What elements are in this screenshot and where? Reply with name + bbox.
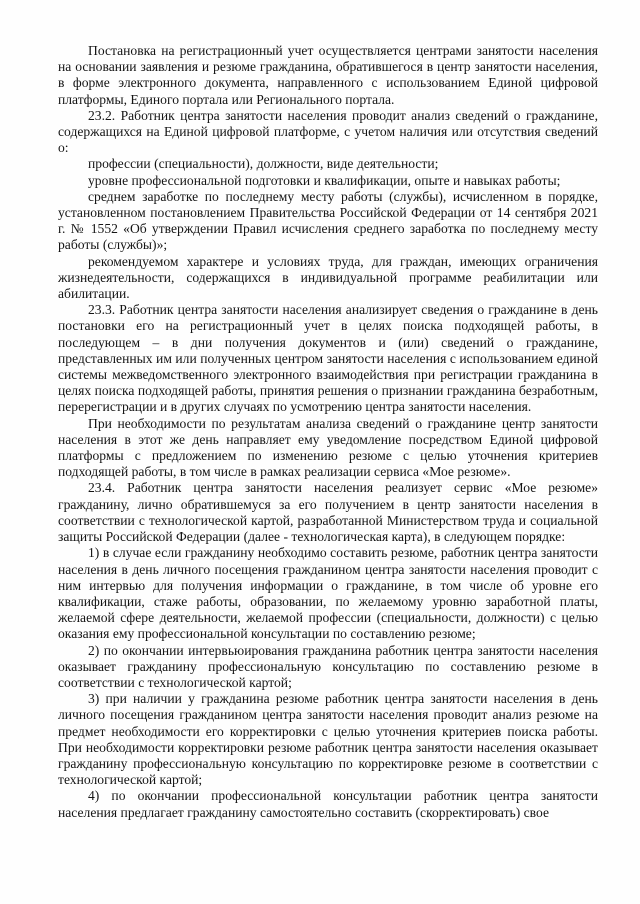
list-item-profession: профессии (специальности), должности, виде деятельности;	[88, 156, 439, 172]
paragraph-notification: При необходимости по результатам анализа сведений о гражданине центр занятости населения в этот же день направляет ему уведомление посредством Единой цифровой платформы с предложением по изменению резюме с целью уточнения критериев подходящей работы, в том числе в рамках реализации сервиса «Мое резюме».	[58, 415, 598, 480]
paragraph-23-4: 23.4. Работник центра занятости населения реализует сервис «Мое резюме» гражданину, лично обратившемуся за его получением в центр занятости населения в соответствии с технологической картой, разработанной Министерством труда и социальной защиты Российской Федерации (далее - технологическая карта), в следующем порядке:	[58, 480, 598, 545]
paragraph-23-2: 23.2. Работник центра занятости населения проводит анализ сведений о гражданине, содержащихся на Единой цифровой платформе, с учетом наличия или отсутствия сведений о:	[58, 107, 598, 156]
paragraph-23-3: 23.3. Работник центра занятости населения анализирует сведения о гражданине в день постановки его на регистрационный учет в целях поиска подходящей работы, в последующем – в дни получения документов и (или) сведений о гражданине, представленных им или полученных центром занятости населения с использованием единой системы межведомственного электронного взаимодействия при регистрации гражданина в целях поиска подходящей работы, принятия решения о признании гражданина безработным, перерегистрации и в других случаях по усмотрению центра занятости населения.	[58, 302, 598, 415]
paragraph-registration: Постановка на регистрационный учет осуществляется центрами занятости населения на основании заявления и резюме гражданина, обратившегося в центр занятости населения, в форме электронного документа, направленного с использованием Единой цифровой платформы, Единого портала или Регионального портала.	[58, 43, 598, 107]
list-item-working-conditions: рекомендуемом характере и условиях труда, для граждан, имеющих ограничения жизнедеятельности, содержащихся в индивидуальной программе реабилитации или абилитации.	[58, 253, 598, 302]
list-item-1: 1) в случае если гражданину необходимо составить резюме, работник центра занятости населения в день личного посещения гражданином центра занятости населения проводит с ним интервью для получения информации о гражданине, в том числе об уровне его квалификации, стаже работы, образовании, по желаемому уровню заработной платы, желаемой сфере деятельности, желаемой профессии (специальности, должности) с целью оказания ему профессиональной консультации по составлению резюме;	[58, 545, 598, 642]
list-item-average-earnings: среднем заработке по последнему месту работы (службы), исчисленном в порядке, установленном постановлением Правительства Российской Федерации от 14 сентября 2021 г. № 1552 «Об утверждении Правил исчисления среднего заработка по последнему месту работы (службы)»;	[58, 188, 598, 253]
list-item-4: 4) по окончании профессиональной консультации работник центра занятости населения предлагает гражданину самостоятельно составить (скорректировать) свое	[58, 788, 598, 820]
list-item-qualification: уровне профессиональной подготовки и квалификации, опыте и навыках работы;	[88, 172, 561, 188]
list-item-2: 2) по окончании интервьюирования гражданина работник центра занятости населения оказывает гражданину профессиональную консультацию по составлению резюме в соответствии с технологической картой;	[58, 642, 598, 690]
document-body	[58, 43, 598, 821]
list-item-3: 3) при наличии у гражданина резюме работник центра занятости населения в день личного посещения гражданином центра занятости населения проводит анализ резюме на предмет необходимости его корректировки с целью уточнения критериев поиска работы. При необходимости корректировки резюме работник центра занятости населения оказывает гражданину профессиональную консультацию по корректировке резюме в соответствии с технологической картой;	[58, 691, 598, 788]
